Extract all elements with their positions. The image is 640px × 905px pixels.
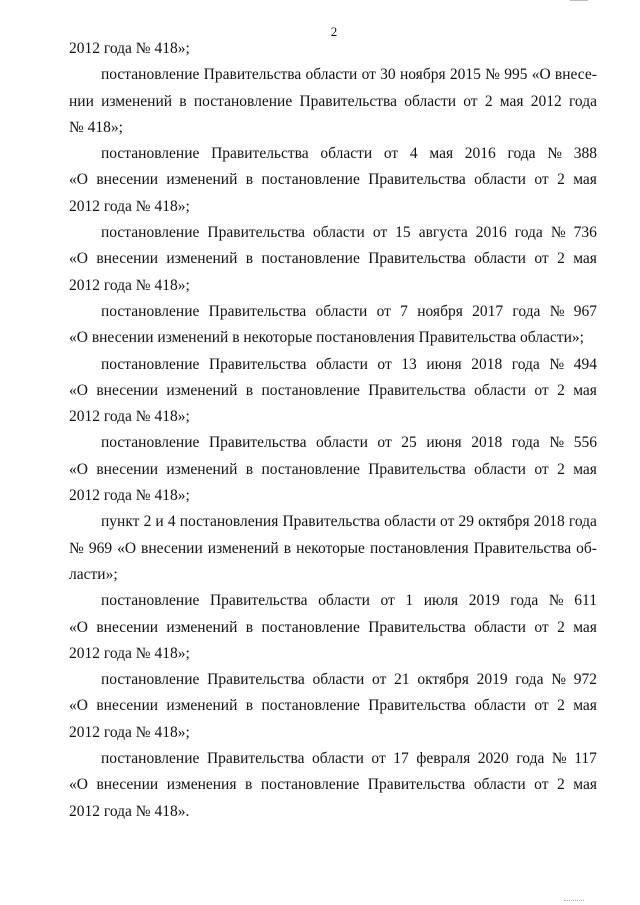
word: от	[534, 171, 549, 189]
word: 4	[167, 513, 176, 531]
word: Правительства	[208, 302, 307, 320]
word: в	[245, 618, 254, 636]
text-line	[69, 772, 597, 798]
word: 2016	[475, 224, 507, 242]
word: Правительства	[282, 513, 380, 531]
word: «О	[69, 776, 88, 794]
word: области	[474, 171, 526, 189]
text-line	[69, 430, 597, 456]
word: года	[507, 145, 536, 163]
text-line	[69, 62, 597, 88]
word: постановление	[101, 224, 200, 242]
word: мая	[573, 381, 597, 399]
word: области	[312, 671, 365, 689]
word: постановление	[193, 92, 293, 110]
word: внесении	[141, 539, 203, 557]
word: 17	[393, 750, 409, 768]
word: 21	[394, 671, 410, 689]
word: внесении	[96, 776, 159, 794]
text-line	[69, 615, 597, 641]
word: изменений	[166, 697, 238, 715]
word: №	[548, 592, 564, 610]
word: от	[534, 381, 549, 399]
word: 2	[557, 381, 565, 399]
line-text: ласти»;	[69, 565, 118, 583]
word: об-	[576, 539, 597, 557]
word: постановление	[261, 697, 360, 715]
word: 969	[88, 539, 113, 557]
word: 117	[574, 750, 597, 768]
line-text: 2012 года № 418»;	[69, 487, 190, 505]
word: июля	[423, 592, 459, 610]
word: Правительства	[207, 224, 305, 242]
word: «О	[69, 381, 88, 399]
text-line	[69, 89, 597, 115]
word: года	[512, 302, 541, 320]
word: года	[568, 92, 597, 110]
word: изменения	[166, 776, 237, 794]
word: Правительства	[211, 145, 309, 163]
word: 2015	[449, 66, 481, 84]
text-line	[69, 799, 597, 825]
scan-mark-top	[570, 0, 588, 5]
word: 7	[400, 302, 408, 320]
word: Правительства	[209, 592, 308, 610]
word: 995	[504, 66, 528, 84]
text-line	[69, 325, 597, 351]
word: области	[305, 66, 358, 84]
word: от	[377, 355, 392, 373]
text-line	[69, 352, 597, 378]
text-line	[69, 746, 597, 772]
word: области	[474, 460, 526, 478]
word: пункт	[101, 513, 140, 531]
word: Правительства	[368, 618, 466, 636]
word: «О	[69, 618, 88, 636]
word: №	[551, 750, 567, 768]
word: 2	[557, 250, 565, 268]
text-line	[69, 667, 597, 693]
word: области	[316, 434, 368, 452]
word: 15	[395, 224, 411, 242]
word: от	[372, 224, 388, 242]
word: от	[377, 434, 392, 452]
text-line	[69, 194, 597, 220]
word: Правительства	[299, 92, 397, 110]
word: года	[515, 671, 544, 689]
word: изменений	[166, 460, 238, 478]
text-line	[69, 720, 597, 746]
word: постановление	[261, 618, 360, 636]
word: мая	[573, 460, 597, 478]
word: от	[534, 460, 549, 478]
word: «О	[117, 539, 137, 557]
word: постановление	[260, 776, 360, 794]
word: 736	[573, 224, 597, 242]
word: мая	[573, 171, 597, 189]
word: мая	[573, 776, 597, 794]
word: мая	[573, 618, 597, 636]
word: октября	[478, 513, 530, 531]
word: года	[511, 434, 540, 452]
word: области	[318, 592, 370, 610]
word: в	[245, 171, 254, 189]
word: области	[474, 381, 526, 399]
word: Правительства	[207, 671, 305, 689]
word: области	[315, 302, 368, 320]
word: постановление	[101, 750, 200, 768]
word: года	[568, 513, 597, 531]
page-number: 2	[330, 24, 338, 39]
word: года	[516, 750, 545, 768]
word: в	[245, 381, 254, 399]
word: мая	[573, 697, 597, 715]
word: от	[534, 776, 549, 794]
word: постановление	[101, 66, 200, 84]
word: ноября	[399, 66, 446, 84]
word: года	[514, 224, 543, 242]
word: 388	[573, 145, 597, 163]
word: 2019	[476, 671, 508, 689]
word: года	[511, 355, 540, 373]
word: постановление	[101, 145, 200, 163]
word: июня	[426, 434, 462, 452]
text-line	[69, 404, 597, 430]
word: №	[549, 434, 565, 452]
word: Правительства	[208, 434, 307, 452]
word: 2012	[530, 92, 562, 110]
word: постановление	[101, 355, 200, 373]
word: 2018	[471, 355, 503, 373]
word: 2016	[464, 145, 496, 163]
word: в	[245, 697, 254, 715]
word: Правительства	[206, 750, 305, 768]
word: постановление	[101, 671, 200, 689]
word: внесении	[96, 171, 159, 189]
word: от	[463, 92, 478, 110]
text-line	[69, 457, 597, 483]
word: 2019	[468, 592, 500, 610]
word: №	[549, 355, 565, 373]
text-line	[69, 167, 597, 193]
word: «О	[69, 250, 88, 268]
word: «О	[69, 460, 88, 478]
text-line	[69, 299, 597, 325]
text-line	[69, 641, 597, 667]
word: 2	[557, 697, 565, 715]
text-line	[69, 115, 597, 141]
word: Правительства	[368, 250, 466, 268]
word: июня	[426, 355, 462, 373]
word: 25	[401, 434, 417, 452]
word: 30	[380, 66, 396, 84]
word: изменений	[166, 618, 238, 636]
word: 2	[557, 460, 565, 478]
word: внесении	[96, 381, 159, 399]
word: области	[312, 224, 365, 242]
word: области	[320, 145, 373, 163]
word: 1	[405, 592, 414, 610]
word: Правительства	[368, 460, 466, 478]
word: 2	[557, 618, 565, 636]
word: «О	[531, 66, 551, 84]
word: постановление	[261, 250, 360, 268]
word: 494	[573, 355, 597, 373]
word: №	[550, 224, 566, 242]
word: №	[485, 66, 500, 84]
word: Правительства	[368, 171, 466, 189]
word: в	[283, 539, 292, 557]
word: мая	[429, 145, 454, 163]
line-text: 2012 года № 418»;	[69, 644, 190, 662]
word: «О	[69, 697, 88, 715]
word: постановление	[261, 460, 360, 478]
word: постановления	[179, 513, 279, 531]
text-line	[69, 693, 597, 719]
text-line	[69, 378, 597, 404]
word: мая	[573, 250, 597, 268]
word: Правительства	[473, 539, 572, 557]
text-line	[69, 36, 597, 62]
word: в	[245, 776, 253, 794]
word: Правительства	[367, 776, 466, 794]
word: постановление	[101, 592, 200, 610]
word: области	[384, 513, 436, 531]
word: 611	[574, 592, 597, 610]
line-text: 2012 года № 418»;	[69, 723, 190, 741]
text-line	[69, 588, 597, 614]
line-text: 2012 года № 418».	[69, 802, 190, 820]
word: в	[179, 92, 187, 110]
word: 972	[573, 671, 597, 689]
word: изменений	[207, 539, 279, 557]
word: Правительства	[368, 381, 466, 399]
text-line	[69, 141, 597, 167]
word: области	[474, 618, 526, 636]
line-text: 2012 года № 418»;	[69, 40, 190, 57]
word: 13	[401, 355, 417, 373]
word: 2017	[472, 302, 504, 320]
word: №	[551, 671, 566, 689]
word: ноября	[417, 302, 463, 320]
word: Правительства	[208, 355, 307, 373]
word: от	[383, 145, 399, 163]
word: области	[473, 776, 526, 794]
word: от	[534, 618, 549, 636]
line-text: 2012 года № 418»;	[69, 276, 190, 294]
word: внесении	[96, 250, 159, 268]
word: 2018	[533, 513, 565, 531]
word: 4	[409, 145, 418, 163]
word: №	[547, 145, 563, 163]
word: внесе-	[554, 66, 597, 84]
word: области	[474, 250, 526, 268]
text-line	[69, 246, 597, 272]
line-text: 2012 года № 418»;	[69, 197, 190, 215]
word: №	[69, 539, 84, 557]
document-body	[69, 36, 597, 825]
word: 29	[458, 513, 474, 531]
word: 2018	[471, 434, 503, 452]
word: №	[549, 302, 565, 320]
word: внесении	[96, 618, 159, 636]
text-line	[69, 562, 597, 588]
word: Правительства	[368, 697, 466, 715]
word: августа	[418, 224, 468, 242]
word: от	[372, 671, 387, 689]
word: от	[534, 250, 549, 268]
word: «О	[69, 171, 88, 189]
word: 967	[573, 302, 597, 320]
word: области	[312, 750, 364, 768]
word: 2020	[477, 750, 509, 768]
word: изменений	[101, 92, 173, 110]
word: постановление	[101, 302, 200, 320]
word: от	[361, 66, 376, 84]
word: от	[534, 697, 549, 715]
word: 2	[557, 776, 565, 794]
text-line	[69, 536, 597, 562]
word: в	[245, 460, 254, 478]
word: изменений	[166, 171, 238, 189]
line-text: № 418»;	[69, 118, 123, 136]
word: и	[155, 513, 164, 531]
word: постановление	[261, 171, 360, 189]
word: 2	[143, 513, 152, 531]
word: Правительства	[203, 66, 302, 84]
word: от	[440, 513, 455, 531]
word: постановление	[101, 434, 200, 452]
word: нии	[69, 92, 94, 110]
word: года	[510, 592, 539, 610]
word: внесении	[96, 460, 159, 478]
word: области	[474, 697, 526, 715]
word: мая	[499, 92, 524, 110]
word: постановления	[369, 539, 469, 557]
word: области	[404, 92, 457, 110]
word: от	[371, 750, 386, 768]
word: от	[380, 592, 395, 610]
word: в	[245, 250, 254, 268]
word: октября	[417, 671, 469, 689]
word: изменений	[166, 381, 238, 399]
text-line	[69, 509, 597, 535]
word: от	[376, 302, 391, 320]
word: февраля	[416, 750, 471, 768]
line-text: 2012 года № 418»;	[69, 408, 190, 426]
text-line	[69, 220, 597, 246]
word: 2	[557, 171, 565, 189]
scan-mark-bottom	[564, 897, 584, 901]
word: 2	[484, 92, 493, 110]
word: 556	[573, 434, 597, 452]
word: постановление	[261, 381, 360, 399]
line-text: «О внесении изменений в некоторые постановления Правительства области»;	[69, 329, 584, 347]
word: области	[316, 355, 368, 373]
word: некоторые	[296, 539, 365, 557]
text-line	[69, 273, 597, 299]
text-line	[69, 483, 597, 509]
word: внесении	[96, 697, 159, 715]
word: изменений	[166, 250, 238, 268]
